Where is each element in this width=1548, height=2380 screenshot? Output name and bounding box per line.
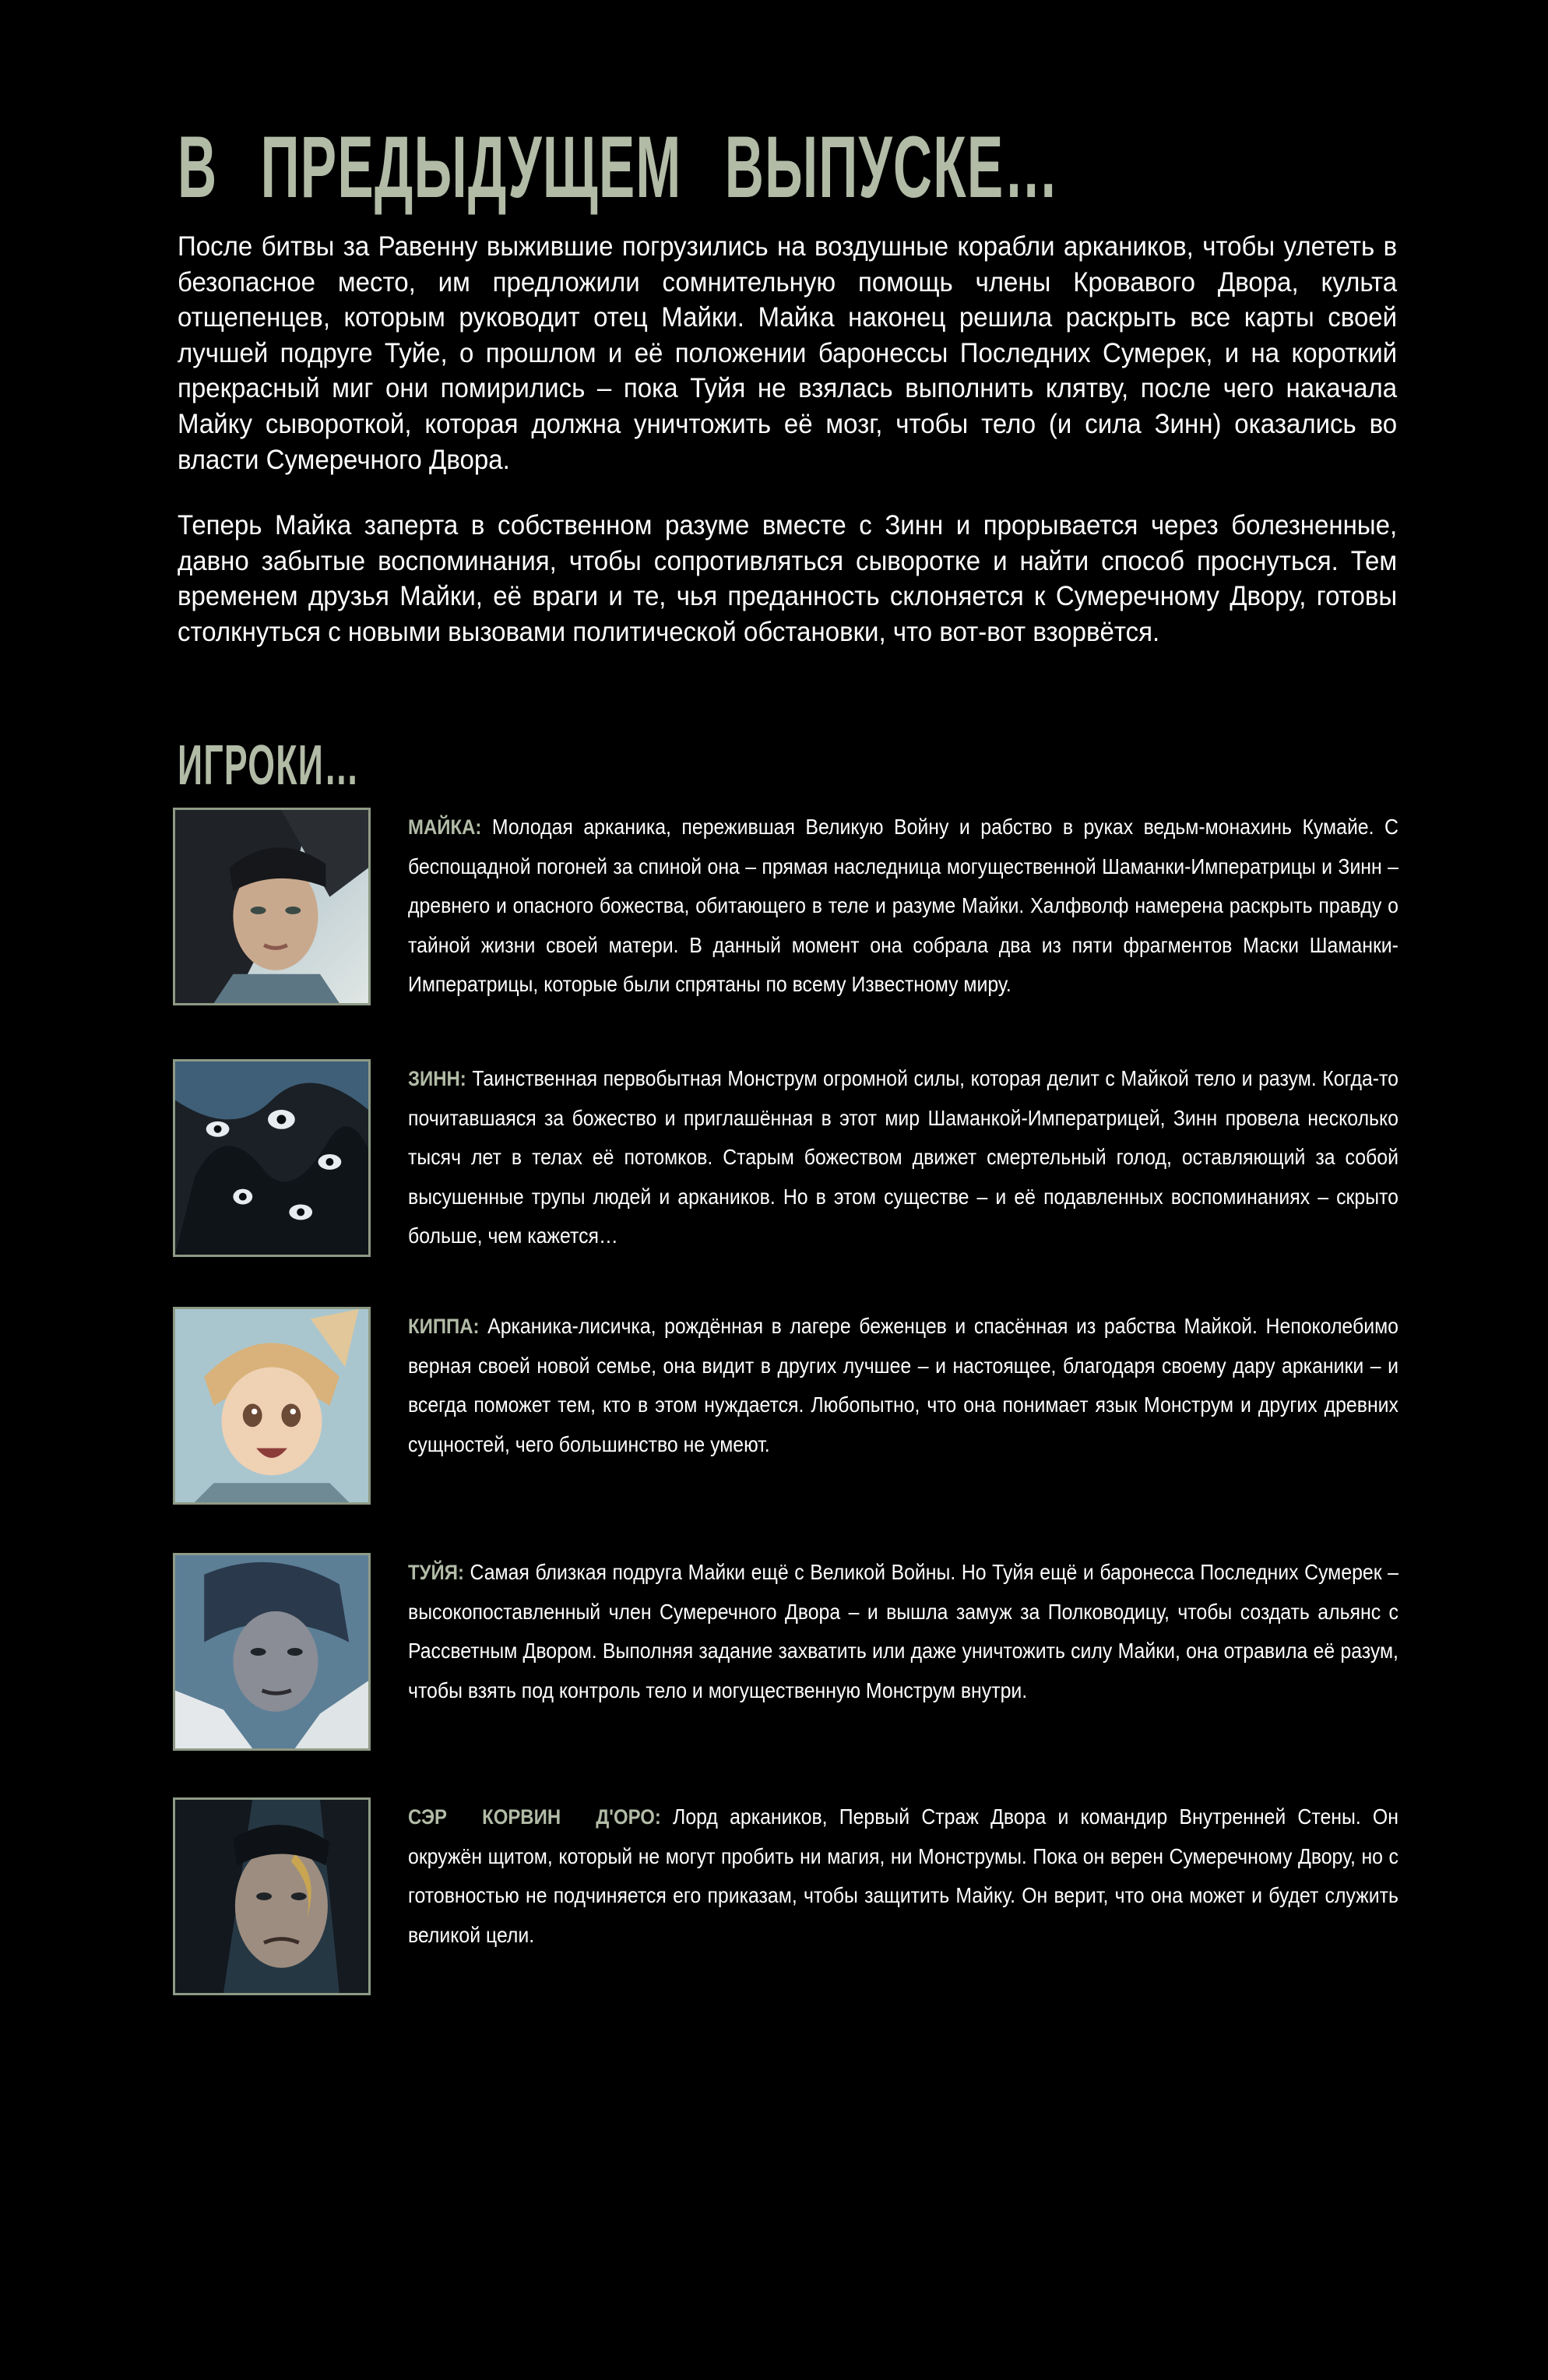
player-description: Арканика-лисичка, рождённая в лагере беженцев и спасённая из рабства Майкой. Непоколебимо верная своей новой семье, она видит в других лучшее – и настоящее, благодаря своему дару арканики – и всегда поможет тем, кто в этом нуждается. Любопытно, что она понимает язык Монструм и других древних сущностей, чего большинство не умеют. bbox=[408, 1314, 1398, 1456]
player-name: ЗИНН: bbox=[408, 1067, 466, 1090]
player-name: СЭР КОРВИН Д'ОРО: bbox=[408, 1805, 661, 1829]
player-name: КИППА: bbox=[408, 1315, 480, 1338]
player-description: Лорд аркаников, Первый Страж Двора и командир Внутренней Стены. Он окружён щитом, который не могут пробить ни магия, ни Монструмы. Пока он верен Сумеречному Двору, но с готовностью не подчиняется его приказам, чтобы защитить Майку. Он верит, что она может и будет служить великой цели. bbox=[408, 1804, 1398, 1947]
portrait-zinn bbox=[173, 1059, 371, 1257]
players-heading: ИГРОКИ… bbox=[178, 734, 360, 797]
portrait-maika bbox=[173, 808, 371, 1005]
player-name: МАЙКА: bbox=[408, 815, 482, 839]
player-description: Таинственная первобытная Монструм огромной силы, которая делит с Майкой тело и разум. Когда-то почитавшаяся за божество и приглашённая в этот мир Шаманкой-Императрицей, Зинн провела несколько тысяч лет в телах её потомков. Старым божеством движет смертельный голод, оставляющий за собой высушенные трупы людей и аркаников. Но в этом существе – и её подавленных воспоминаниях – скрыто больше, чем кажется… bbox=[408, 1066, 1398, 1248]
intro-paragraph: После битвы за Равенну выжившие погрузились на воздушные корабли аркаников, чтобы улететь в безопасное место, им предложили сомнительную помощь члены Кровавого Двора, культа отщепенцев, которым руководит отец Майки. Майка наконец решила раскрыть все карты своей лучшей подруге Туйе, о прошлом и её положении баронессы Последних Сумерек, и на короткий прекрасный миг они помирились – пока Туйя не взялась выполнить клятву, после чего накачала Майку сывороткой, которая должна уничтожить её мозг, чтобы тело (и сила Зинн) оказались во власти Сумеречного Двора. bbox=[178, 231, 1398, 475]
player-description: Молодая арканика, пережившая Великую Войну и рабство в руках ведьм-монахинь Кумайе. С беспощадной погоней за спиной она – прямая наследница могущественной Шаманки-Императрицы и Зинн – древнего и опасного божества, обитающего в теле и разуме Майки. Халфволф намерена раскрыть правду о тайной жизни своей матери. В данный момент она собрала два из пяти фрагментов Маски Шаманки-Императрицы, которые были спрятаны по всему Известному миру. bbox=[408, 815, 1398, 996]
page-title: В ПРЕДЫДУЩЕМ ВЫПУСКЕ… bbox=[178, 118, 1060, 216]
player-description: Самая близкая подруга Майки ещё с Великой Войны. Но Туйя ещё и баронесса Последних Сумерек – высокопоставленный член Сумеречного Двора – и вышла замуж за Полководицу, чтобы создать альянс с Рассветным Двором. Выполняя задание захватить или даже уничтожить силу Майки, она отравила её разум, чтобы взять под контроль тело и могущественную Монструм внутри. bbox=[408, 1560, 1398, 1702]
player-name: ТУЙЯ: bbox=[408, 1561, 464, 1584]
intro-paragraph: Теперь Майка заперта в собственном разуме вместе с Зинн и прорывается через болезненные, давно забытые воспоминания, чтобы сопротивляться сыворотке и найти способ проснуться. Тем временем друзья Майки, её враги и те, чья преданность склоняется к Сумеречному Двору, готовы столкнуться с новыми вызовами политической обстановки, что вот-вот взорвётся. bbox=[178, 509, 1398, 647]
player-bio bbox=[408, 1553, 1398, 1710]
portrait-corvin bbox=[173, 1797, 371, 1995]
player-bio bbox=[408, 1059, 1398, 1256]
portrait-tuya bbox=[173, 1553, 371, 1751]
portrait-kippa bbox=[173, 1307, 371, 1505]
player-bio bbox=[408, 1797, 1398, 1955]
player-bio bbox=[408, 1307, 1398, 1464]
player-bio bbox=[408, 808, 1398, 1005]
